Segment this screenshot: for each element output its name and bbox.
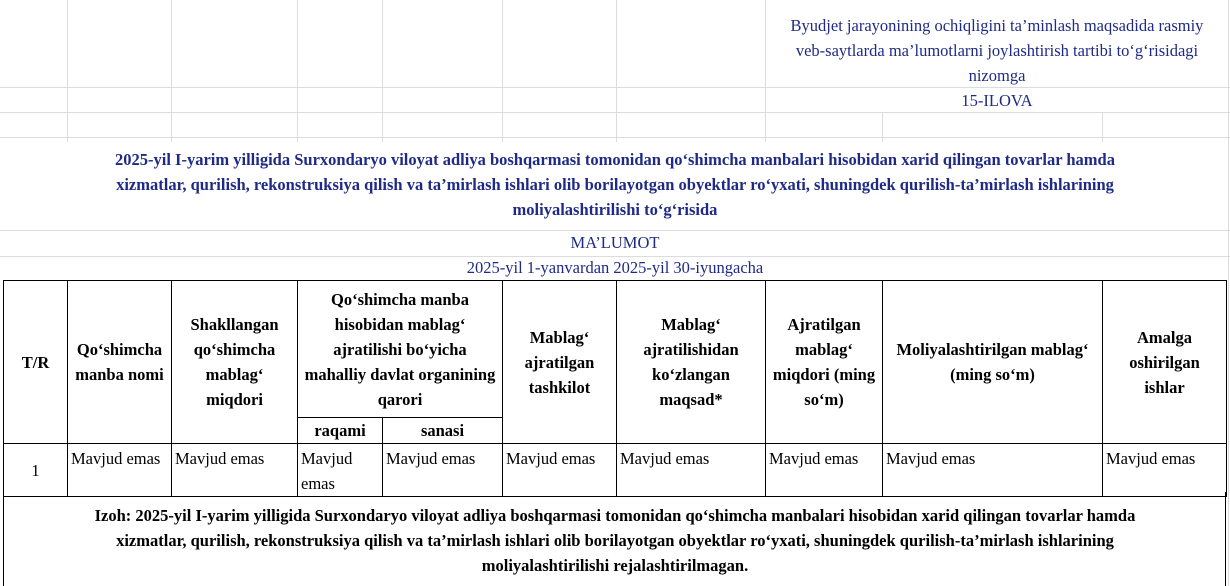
cell-works: Mavjud emas [1103,444,1227,497]
appendix-number: 15-ILOVA [961,91,1033,110]
data-table [3,280,1227,497]
header-works: Amalga oshirilgan ishlar [1103,281,1227,444]
note-line-2: xizmatlar, qurilish, rekonstruksiya qilish va ta’mirlash ishlari olib borilayotgan obyektlar ro‘yxati, shuningdek qurilish-ta’mirlash ishlarining [116,531,1114,550]
gridline [502,0,503,142]
header-allocated: Ajratilgan mablag‘ miqdori (ming so‘m) [766,281,883,444]
document-title [10,147,1220,222]
note [10,503,1220,578]
malumot-heading: MA’LUMOT [570,233,660,252]
header-financed: Moliyalashtirilgan mablag‘ (ming so‘m) [883,281,1103,444]
note-line-3: moliyalashtirilishi rejalashtirilmagan. [481,556,749,575]
header-formed-amount: Shakllangan qo‘shimcha mablag‘ miqdori [172,281,298,444]
cell-num: 1 [4,444,68,497]
appendix-line-2: veb-saytlarda ma’lumotlarni joylashtirish tartibi to‘g‘risidagi [795,41,1199,60]
gridline [67,0,68,142]
title-line-3: moliyalashtirilishi to‘g‘risida [512,200,718,219]
cell-decision-date: Mavjud emas [383,444,503,497]
gridline [0,137,1230,138]
cell-financed: Mavjud emas [883,444,1103,497]
appendix-header [766,13,1228,113]
header-decision-date: sanasi [383,418,503,444]
header-decision-number: raqami [298,418,383,444]
title-line-2: xizmatlar, qurilish, rekonstruksiya qilish va ta’mirlash ishlari olib borilayotgan obyektlar ro‘yxati, shuningdek qurilish-ta’mirlash ishlarining [116,175,1114,194]
gridline [382,0,383,142]
title-line-1: 2025-yil I-yarim yilligida Surxondaryo viloyat adliya boshqarmasi tomonidan qo‘shimcha manbalari hisobidan xarid qilingan tovarlar hamda [115,150,1115,169]
cell-decision-number: Mavjud emas [298,444,383,497]
cell-formed-amount: Mavjud emas [172,444,298,497]
gridline [171,0,172,142]
gridline [0,230,1230,231]
cell-allocated: Mavjud emas [766,444,883,497]
appendix-line-1: Byudjet jarayonining ochiqligini ta’minlash maqsadida rasmiy [790,16,1204,35]
table-row [4,444,1227,497]
header-decision: Qo‘shimcha manba hisobidan mablag‘ ajratilishi bo‘yicha mahalliy davlat organining qarori [298,281,503,418]
header-purpose: Mablag‘ ajratilishidan ko‘zlangan maqsad* [617,281,766,444]
cell-org: Mavjud emas [503,444,617,497]
gridline [297,0,298,142]
gridline [616,0,617,142]
note-line-1: Izoh: 2025-yil I-yarim yilligida Surxondaryo viloyat adliya boshqarmasi tomonidan qo‘shimcha manbalari hisobidan xarid qilingan tovarlar hamda [94,506,1136,525]
cell-source-name: Mavjud emas [68,444,172,497]
appendix-line-3: nizomga [968,66,1026,85]
header-tr: T/R [4,281,68,444]
header-org: Mablag‘ ajratilgan tashkilot [503,281,617,444]
cell-purpose: Mavjud emas [617,444,766,497]
table-header-row [4,281,1227,418]
header-source-name: Qo‘shimcha manba nomi [68,281,172,444]
reporting-period: 2025-yil 1-yanvardan 2025-yil 30-iyungacha [466,258,764,277]
